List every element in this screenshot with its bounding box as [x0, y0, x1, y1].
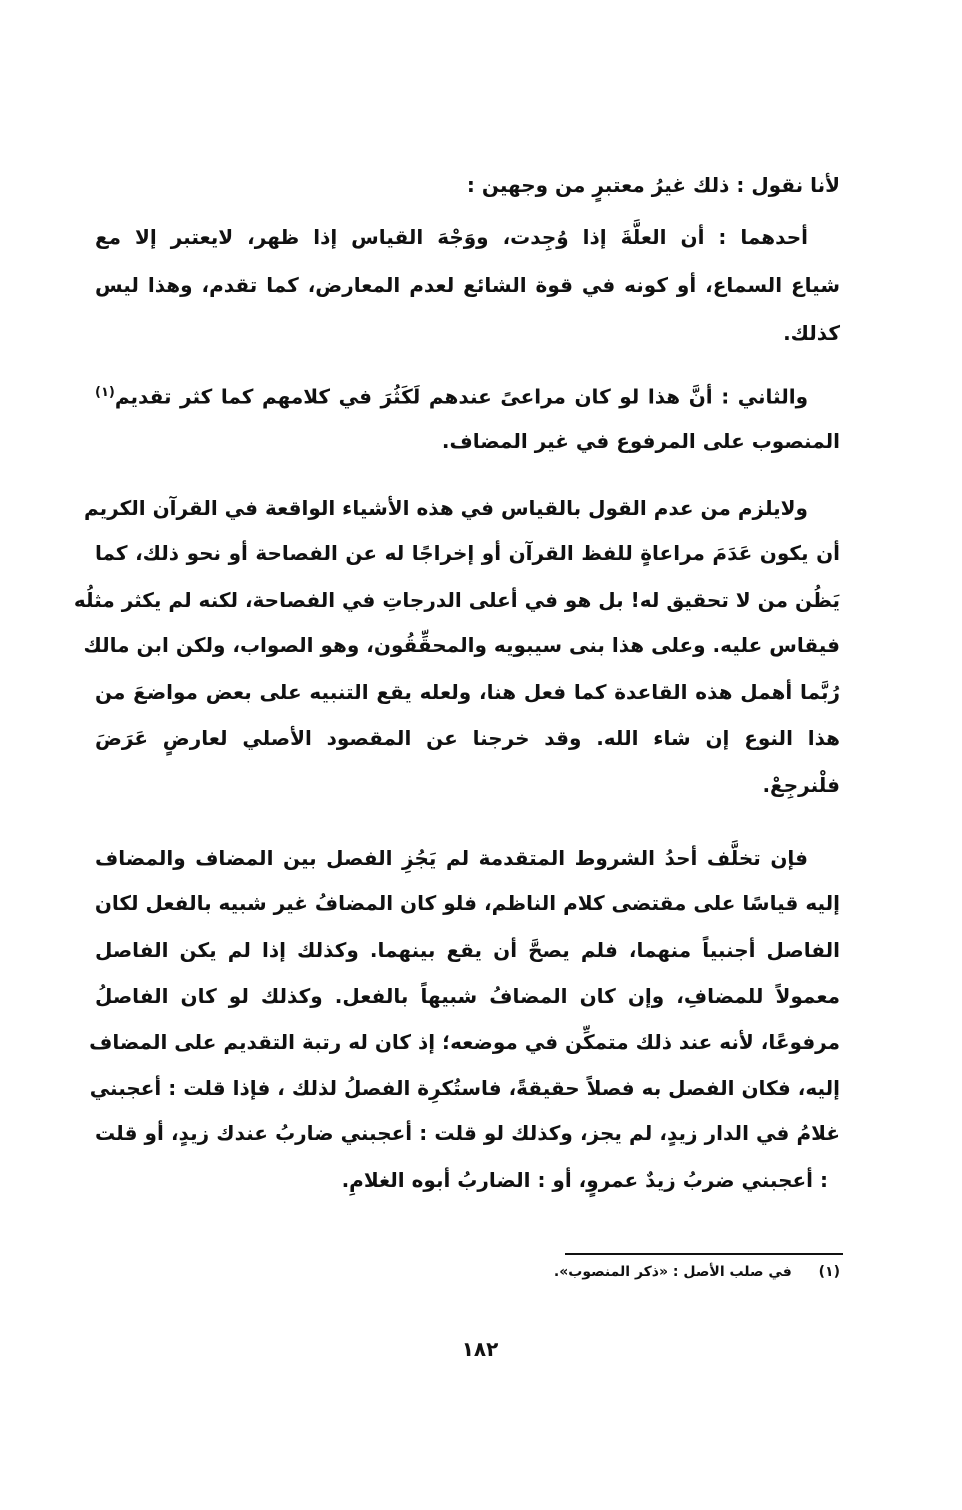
page-number: ١٨٢	[461, 1337, 499, 1361]
footnote	[480, 1264, 840, 1280]
text-line: يَظُن من لا تحقيق له! بل هو في أعلى الدرجاتِ في الفصاحة، لكنه لم يكثر مثلُه	[73, 588, 840, 612]
text-line: مرفوعًا، لأنه عند ذلك متمكِّن في موضعه؛ إذ كان له رتبة التقديم على المضاف	[89, 1030, 840, 1054]
text-line: هذا النوع إن شاء الله. وقد خرجنا عن المقصود الأصلي لعارضٍ عَرَضَ	[95, 726, 840, 750]
text-line	[95, 378, 840, 412]
text-line: رُبَّما أهمل هذه القاعدة كما فعل هنا، ولعله يقع التنبيه على بعض مواضعَ من	[95, 680, 840, 704]
text-line: غلامُ في الدار زيدٍ، لم يجز، وكذلك لو قلت : أعجبني ضاربُ عندك زيدٍ، أو قلت	[95, 1121, 840, 1145]
text-line: الفاصل أجنبياً منهما، فلم يصحَّ أن يقع بينهما. وكذلك إذا لم يكن الفاصل	[95, 938, 840, 962]
text-line: فإن تخلَّف أحدُ الشروط المتقدمة لم يَجُزِ الفصل بين المضاف والمضاف	[95, 846, 808, 870]
footnote-divider	[565, 1253, 843, 1255]
text-line: أن يكون عَدَمَ مراعاةٍ للفظ القرآن أو إخراجًا له عن الفصاحة أو نحو ذلك، كما	[95, 541, 840, 565]
text-line: ولايلزم من عدم القول بالقياس في هذه الأشياء الواقعة في القرآن الكريم	[83, 496, 808, 520]
footnote-number: (١)	[818, 1264, 840, 1280]
text-line: معمولاً للمضافِ، وإن كان المضافُ شبيهاً بالفعل. وكذلك لو كان الفاصلُ	[95, 984, 840, 1008]
text-line: إليه، فكان الفصل به فصلاً حقيقةً، فاستُكرِة الفصلُ لذلك ، فإذا قلت : أعجبني	[89, 1076, 840, 1100]
text-line: : أعجبني ضربُ زيدٌ عمروٍ، أو : الضاربُ أبوه الغلامِ.	[341, 1168, 828, 1192]
text-line-content: والثاني : أنَّ هذا لو كان مراعىً عندهم لَكَثُرَ في كلامهم كما كثر تقديم	[114, 384, 808, 409]
text-line: إليه قياسًا على مقتضى كلام الناظم، فلو كان المضافُ غير شبيه بالفعل لكان	[94, 891, 840, 915]
text-line: أحدهما : أن العلَّةَ إذا وُجِدت، ووَجْهَ القياس إذا ظهر، لايعتبر إلا مع	[95, 225, 808, 249]
footnote-text: في صلب الأصل : «ذكر المنصوب».	[553, 1264, 792, 1280]
footnote-ref[interactable]: (١)	[95, 385, 115, 400]
text-line: فلْنرجِعْ.	[762, 773, 840, 797]
text-line: لأنا نقول : ذلك غيرُ معتبرٍ من وجهين :	[466, 173, 840, 197]
text-line: شياع السماع، أو كونه في قوة الشائع لعدم المعارض، كما تقدم، وهذا ليس	[95, 273, 840, 297]
text-line: فيقاس عليه. وعلى هذا بنى سيبويه والمحقِّقُون، وهو الصواب، ولكن ابن مالك	[83, 633, 840, 657]
text-line: المنصوب على المرفوع في غير المضاف.	[441, 429, 840, 453]
text-line: كذلك.	[783, 321, 840, 345]
